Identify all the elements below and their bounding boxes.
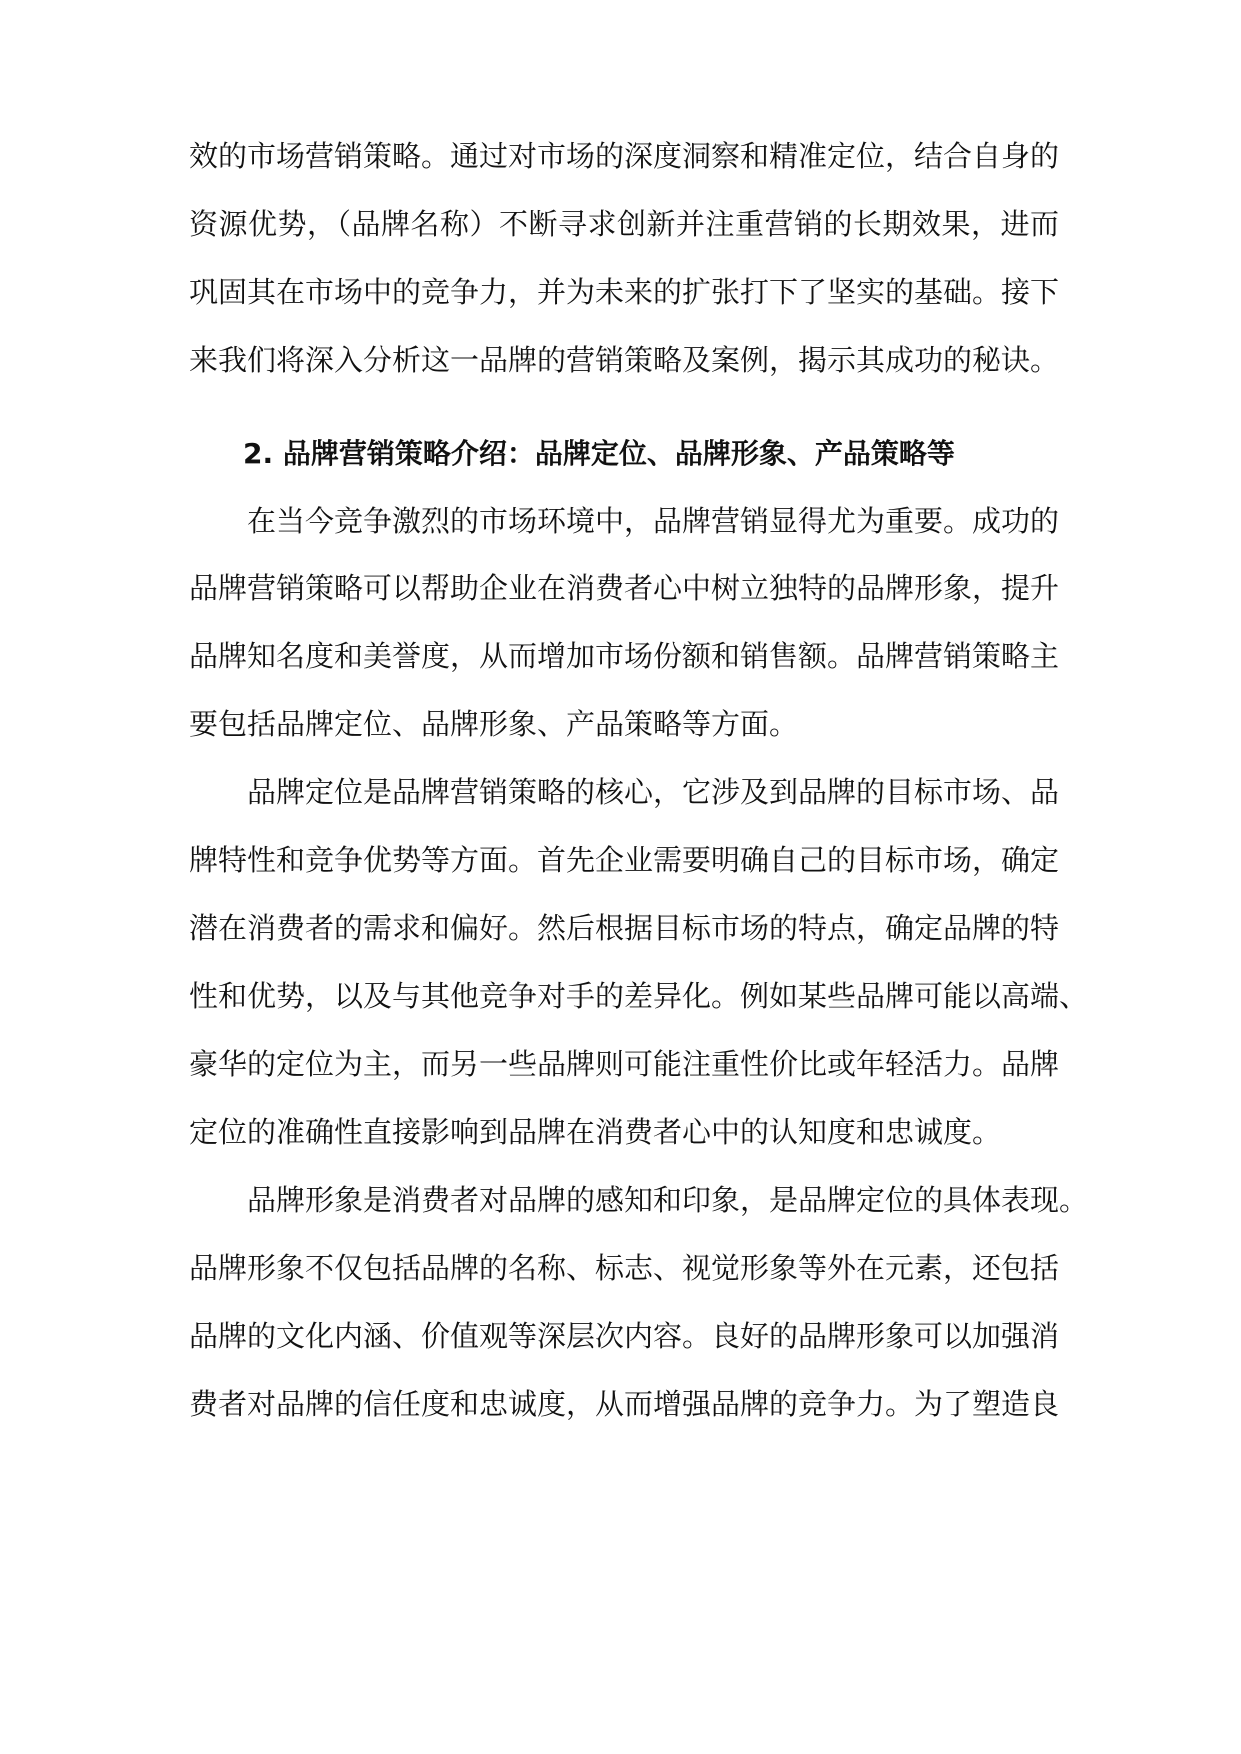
- text-line: 豪华的定位为主，而另一些品牌则可能注重性价比或年轻活力。品牌: [189, 1047, 1060, 1081]
- text-line: 要包括品牌定位、品牌形象、产品策略等方面。: [189, 707, 799, 741]
- text-line: 品牌知名度和美誉度，从而增加市场份额和销售额。品牌营销策略主: [189, 639, 1060, 673]
- text-line: 巩固其在市场中的竞争力，并为未来的扩张打下了坚实的基础。接下: [189, 275, 1060, 309]
- text-line: 牌特性和竞争优势等方面。首先企业需要明确自己的目标市场，确定: [189, 843, 1060, 877]
- text-line: 效的市场营销策略。通过对市场的深度洞察和精准定位，结合自身的: [189, 139, 1060, 173]
- text-line: 潜在消费者的需求和偏好。然后根据目标市场的特点，确定品牌的特: [189, 911, 1060, 945]
- text-line: 在当今竞争激烈的市场环境中，品牌营销显得尤为重要。成功的: [247, 504, 1060, 538]
- text-line: 品牌形象不仅包括品牌的名称、标志、视觉形象等外在元素，还包括: [189, 1251, 1060, 1285]
- section-heading: 2. 品牌营销策略介绍：品牌定位、品牌形象、产品策略等: [243, 437, 955, 470]
- text-line: 品牌营销策略可以帮助企业在消费者心中树立独特的品牌形象，提升: [189, 571, 1060, 605]
- text-line: 品牌的文化内涵、价值观等深层次内容。良好的品牌形象可以加强消: [189, 1319, 1060, 1353]
- text-line: 定位的准确性直接影响到品牌在消费者心中的认知度和忠诚度。: [189, 1115, 1002, 1149]
- text-line: 品牌定位是品牌营销策略的核心，它涉及到品牌的目标市场、品: [247, 775, 1060, 809]
- text-line: 来我们将深入分析这一品牌的营销策略及案例，揭示其成功的秘诀。: [189, 343, 1060, 377]
- text-line: 性和优势，以及与其他竞争对手的差异化。例如某些品牌可能以高端、: [189, 979, 1089, 1013]
- text-line: 品牌形象是消费者对品牌的感知和印象，是品牌定位的具体表现。: [247, 1183, 1089, 1217]
- text-line: 资源优势，（品牌名称）不断寻求创新并注重营销的长期效果，进而: [189, 207, 1059, 241]
- text-line: 费者对品牌的信任度和忠诚度，从而增强品牌的竞争力。为了塑造良: [189, 1387, 1060, 1421]
